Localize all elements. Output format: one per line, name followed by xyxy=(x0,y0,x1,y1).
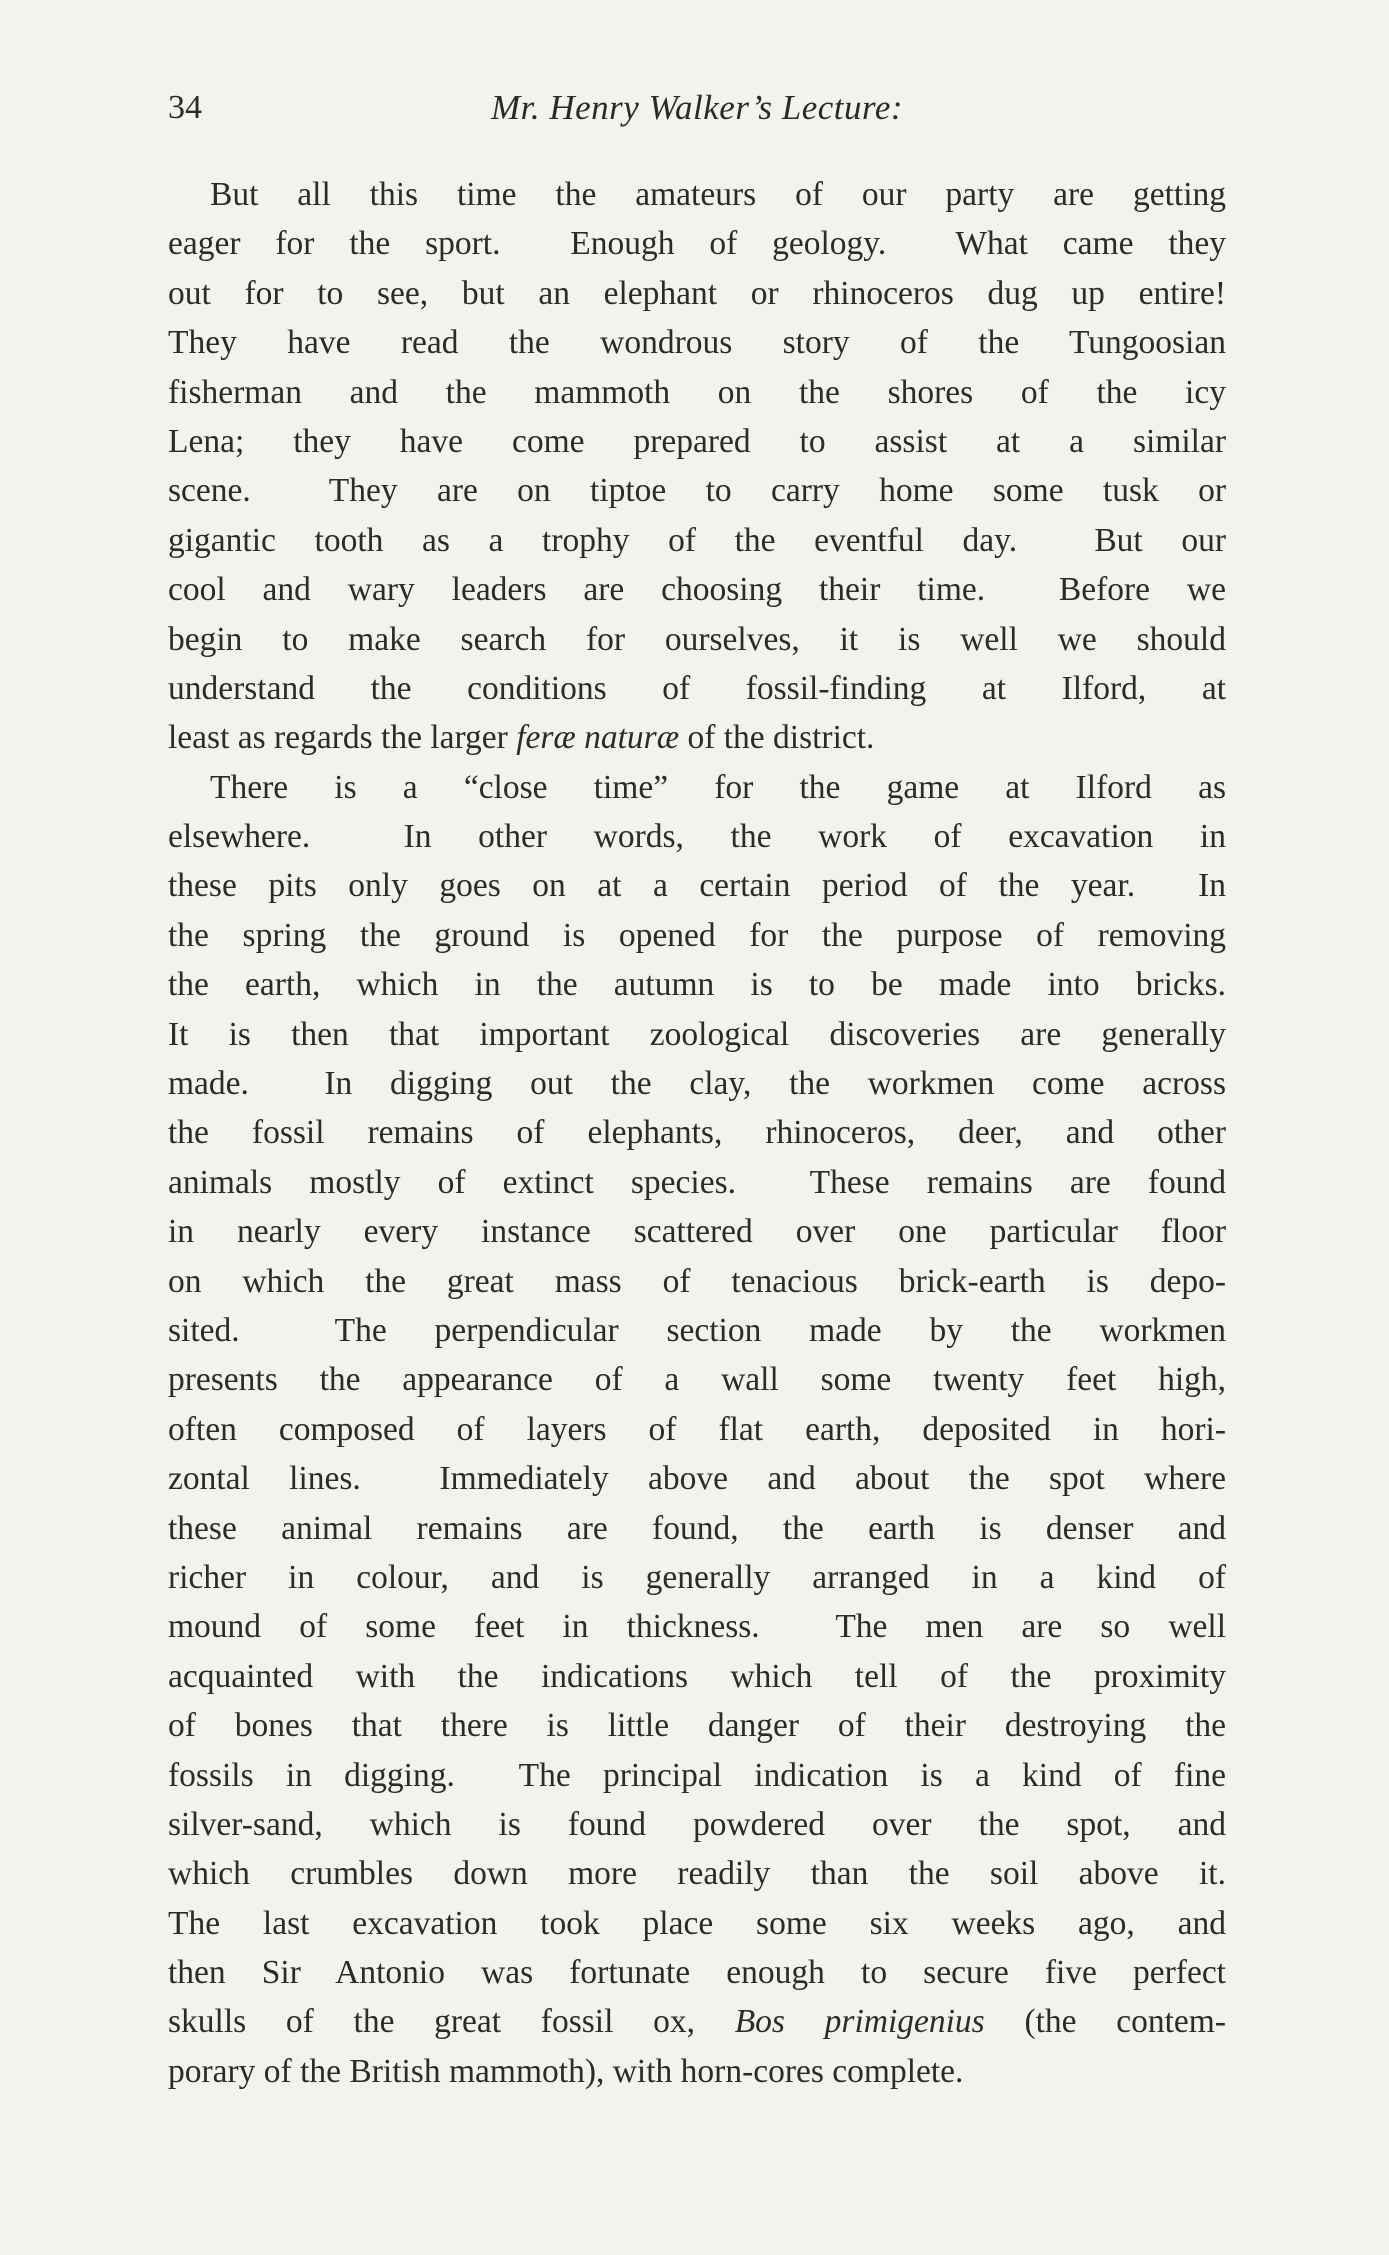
text-line xyxy=(168,1553,1226,1602)
text-segment: acquainted with the indications which tell of the proximity xyxy=(168,1657,1226,1695)
text-segment: (the contem- xyxy=(984,2003,1226,2041)
text-line xyxy=(168,1306,1226,1355)
text-segment: eager for the sport. Enough of geology. What came they xyxy=(168,225,1226,263)
text-segment: which crumbles down more readily than the soil above it. xyxy=(168,1855,1226,1893)
text-segment: sited. The perpendicular section made by the workmen xyxy=(168,1311,1226,1349)
text-line xyxy=(168,1948,1226,1997)
text-line xyxy=(168,1207,1226,1256)
page-number: 34 xyxy=(168,89,202,126)
text-segment: skulls of the great fossil ox, xyxy=(168,2003,735,2041)
text-line xyxy=(168,219,1226,268)
text-segment: of the district. xyxy=(679,719,875,757)
text-line xyxy=(168,1108,1226,1157)
text-segment: porary of the British mammoth), with horn-cores complete. xyxy=(168,2052,964,2090)
italic-term: feræ naturæ xyxy=(516,719,680,757)
text-line xyxy=(168,269,1226,318)
text-line xyxy=(168,466,1226,515)
text-line xyxy=(168,516,1226,565)
text-line xyxy=(168,2047,1226,2096)
text-line xyxy=(168,1504,1226,1553)
text-segment: elsewhere. In other words, the work of excavation in xyxy=(168,818,1226,856)
text-line xyxy=(168,1602,1226,1651)
text-segment: these pits only goes on at a certain period of the year. In xyxy=(168,867,1226,905)
text-segment: fisherman and the mammoth on the shores of the icy xyxy=(168,373,1226,411)
text-segment: silver-sand, which is found powdered over the spot, and xyxy=(168,1805,1226,1843)
text-line xyxy=(168,565,1226,614)
text-segment: presents the appearance of a wall some twenty feet high, xyxy=(168,1361,1226,1399)
text-segment: out for to see, but an elephant or rhinoceros dug up entire! xyxy=(168,274,1226,312)
text-segment: of bones that there is little danger of their destroying the xyxy=(168,1707,1226,1745)
text-line xyxy=(168,1899,1226,1948)
text-line xyxy=(168,1800,1226,1849)
text-line xyxy=(168,1257,1226,1306)
text-line xyxy=(168,1454,1226,1503)
text-segment: The last excavation took place some six weeks ago, and xyxy=(168,1904,1226,1942)
text-segment: made. In digging out the clay, the workmen come across xyxy=(168,1065,1226,1103)
text-segment: But all this time the amateurs of our party are getting xyxy=(210,176,1226,213)
text-segment: on which the great mass of tenacious brick-earth is depo- xyxy=(168,1262,1226,1300)
text-line xyxy=(168,1158,1226,1207)
text-line xyxy=(168,1652,1226,1701)
text-line xyxy=(168,170,1226,219)
text-segment: scene. They are on tiptoe to carry home some tusk or xyxy=(168,472,1226,510)
text-segment: these animal remains are found, the earth is denser and xyxy=(168,1509,1226,1547)
text-segment: fossils in digging. The principal indication is a kind of fine xyxy=(168,1756,1226,1794)
text-line xyxy=(168,615,1226,664)
text-line xyxy=(168,1997,1226,2046)
body-text xyxy=(168,170,1226,2096)
paragraph xyxy=(168,763,1226,2097)
italic-term: Bos primigenius xyxy=(734,2003,985,2041)
text-line xyxy=(168,812,1226,861)
text-line xyxy=(168,763,1226,812)
text-line xyxy=(168,1405,1226,1454)
text-segment: It is then that important zoological discoveries are generally xyxy=(168,1015,1226,1053)
text-segment: zontal lines. Immediately above and about the spot where xyxy=(168,1460,1226,1498)
text-line xyxy=(168,861,1226,910)
text-line xyxy=(168,713,1226,762)
text-segment: understand the conditions of fossil-finding at Ilford, at xyxy=(168,669,1226,707)
text-line xyxy=(168,1701,1226,1750)
text-segment: least as regards the larger xyxy=(168,719,517,757)
text-segment: the spring the ground is opened for the purpose of removing xyxy=(168,916,1226,954)
text-segment: richer in colour, and is generally arranged in a kind of xyxy=(168,1558,1226,1596)
text-segment: There is a “close time” for the game at Ilford as xyxy=(210,768,1226,806)
text-segment: They have read the wondrous story of the Tungoosian xyxy=(168,324,1226,362)
text-line xyxy=(168,1059,1226,1108)
text-segment: mound of some feet in thickness. The men are so well xyxy=(168,1608,1226,1646)
text-segment: Lena; they have come prepared to assist at a similar xyxy=(168,422,1226,460)
text-segment: animals mostly of extinct species. These remains are found xyxy=(168,1163,1226,1201)
text-segment: then Sir Antonio was fortunate enough to secure five perfect xyxy=(168,1954,1226,1992)
text-segment: in nearly every instance scattered over one particular floor xyxy=(168,1213,1226,1251)
text-segment: cool and wary leaders are choosing their time. Before we xyxy=(168,571,1226,609)
text-line xyxy=(168,1751,1226,1800)
text-line xyxy=(168,1010,1226,1059)
text-segment: often composed of layers of flat earth, deposited in hori- xyxy=(168,1410,1226,1448)
text-line xyxy=(168,664,1226,713)
text-line xyxy=(168,911,1226,960)
text-segment: the fossil remains of elephants, rhinoceros, deer, and other xyxy=(168,1114,1226,1152)
text-line xyxy=(168,1355,1226,1404)
text-segment: the earth, which in the autumn is to be made into bricks. xyxy=(168,966,1226,1004)
text-segment: begin to make search for ourselves, it is well we should xyxy=(168,620,1226,658)
running-head xyxy=(168,78,1226,138)
text-line xyxy=(168,368,1226,417)
text-segment: gigantic tooth as a trophy of the eventful day. But our xyxy=(168,521,1226,559)
text-line xyxy=(168,960,1226,1009)
paragraph xyxy=(168,170,1226,763)
text-line xyxy=(168,1849,1226,1898)
text-line xyxy=(168,318,1226,367)
header-title: Mr. Henry Walker’s Lecture: xyxy=(490,88,904,127)
text-line xyxy=(168,417,1226,466)
